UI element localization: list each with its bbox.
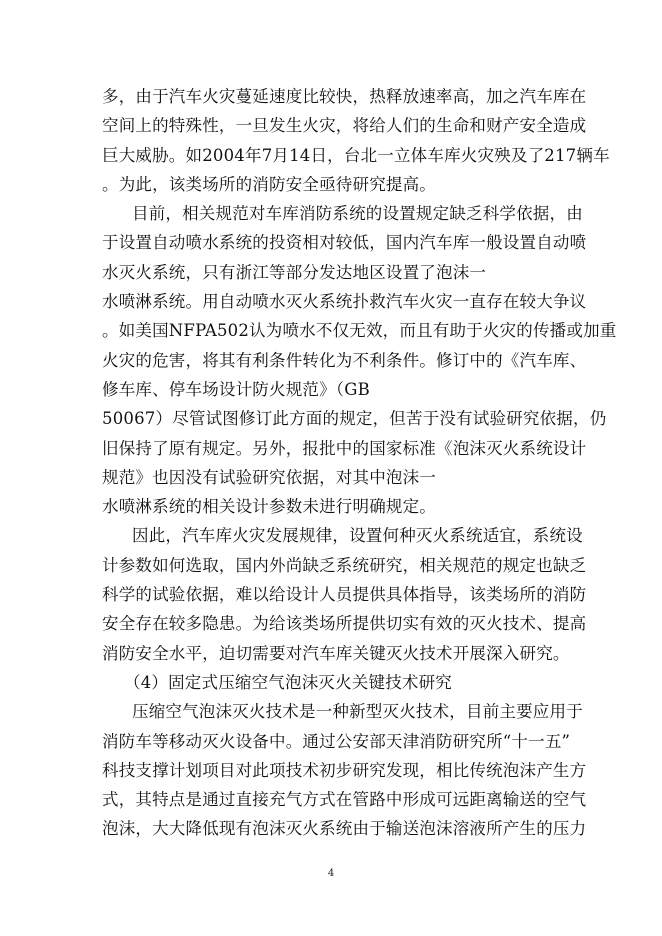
text-line: 科技支撑计划项目对此项技术初步研究发现，相比传统泡沫产生方 [102, 760, 587, 780]
text-line: 消防车等移动灭火设备中。通过公安部天津消防研究所“十一五” [102, 731, 571, 751]
text-line: 火灾的危害，将其有利条件转化为不利条件。修订中的《汽车库、 [102, 350, 587, 370]
text-line: 水喷淋系统。用自动喷水灭火系统扑救汽车火灾一直存在较大争议 [102, 292, 587, 312]
paragraph-first-line: 因此，汽车库火灾发展规律，设置何种灭火系统适宜，系统设 [132, 526, 583, 546]
body-text [102, 82, 617, 844]
paragraph-first-line: 目前，相关规范对车库消防系统的设置规定缺乏科学依据，由 [132, 204, 583, 224]
text-line: 计参数如何选取，国内外尚缺乏系统研究，相关规范的规定也缺乏 [102, 555, 587, 575]
text-line: 旧保持了原有规定。另外，报批中的国家标准《泡沫灭火系统设计 [102, 438, 587, 458]
page-number: 4 [327, 868, 335, 879]
text-line: 。如美国NFPA502认为喷水不仅无效，而且有助于火灾的传播或加重 [102, 321, 617, 341]
text-line: 。为此，该类场所的消防安全亟待研究提高。 [102, 174, 436, 194]
text-line: 多，由于汽车火灾蔓延速度比较快，热释放速率高，加之汽车库在 [102, 87, 587, 106]
text-line: 式，其特点是通过直接充气方式在管路中形成可远距离输送的空气 [102, 790, 587, 810]
text-line: 规范》也因没有试验研究依据，对其中泡沫一 [102, 467, 436, 487]
text-line: 水喷淋系统的相关设计参数未进行明确规定。 [102, 497, 436, 517]
text-line: 消防安全水平，迫切需要对汽车库关键灭火技术开展深入研究。 [102, 643, 570, 663]
paragraph-first-line: 压缩空气泡沫灭火技术是一种新型灭火技术，目前主要应用于 [132, 702, 583, 722]
text-line: 水灭火系统，只有浙江等部分发达地区设置了泡沫一 [102, 262, 487, 282]
text-line: 修车库、停车场设计防火规范》（GB [102, 379, 370, 399]
text-line: 于设置自动喷水系统的投资相对较低，国内汽车库一般设置自动喷 [102, 233, 587, 253]
text-line: 泡沫，大大降低现有泡沫灭火系统由于输送泡沫溶液所产生的压力 [102, 819, 587, 839]
section-heading: （4）固定式压缩空气泡沫灭火关键技术研究 [124, 672, 452, 692]
text-line: 空间上的特殊性，一旦发生火灾，将给人们的生命和财产安全造成 [102, 116, 587, 136]
text-line: 50067）尽管试图修订此方面的规定，但苦于没有试验研究依据，仍 [102, 409, 607, 429]
text-line: 安全存在较多隐患。为给该类场所提供切实有效的灭火技术、提高 [102, 614, 587, 634]
text-line: 科学的试验依据，难以给设计人员提供具体指导，该类场所的消防 [102, 585, 587, 605]
text-line: 巨大威胁。如2004年7月14日，台北一立体车库火灾殃及了217辆车 [102, 145, 610, 165]
